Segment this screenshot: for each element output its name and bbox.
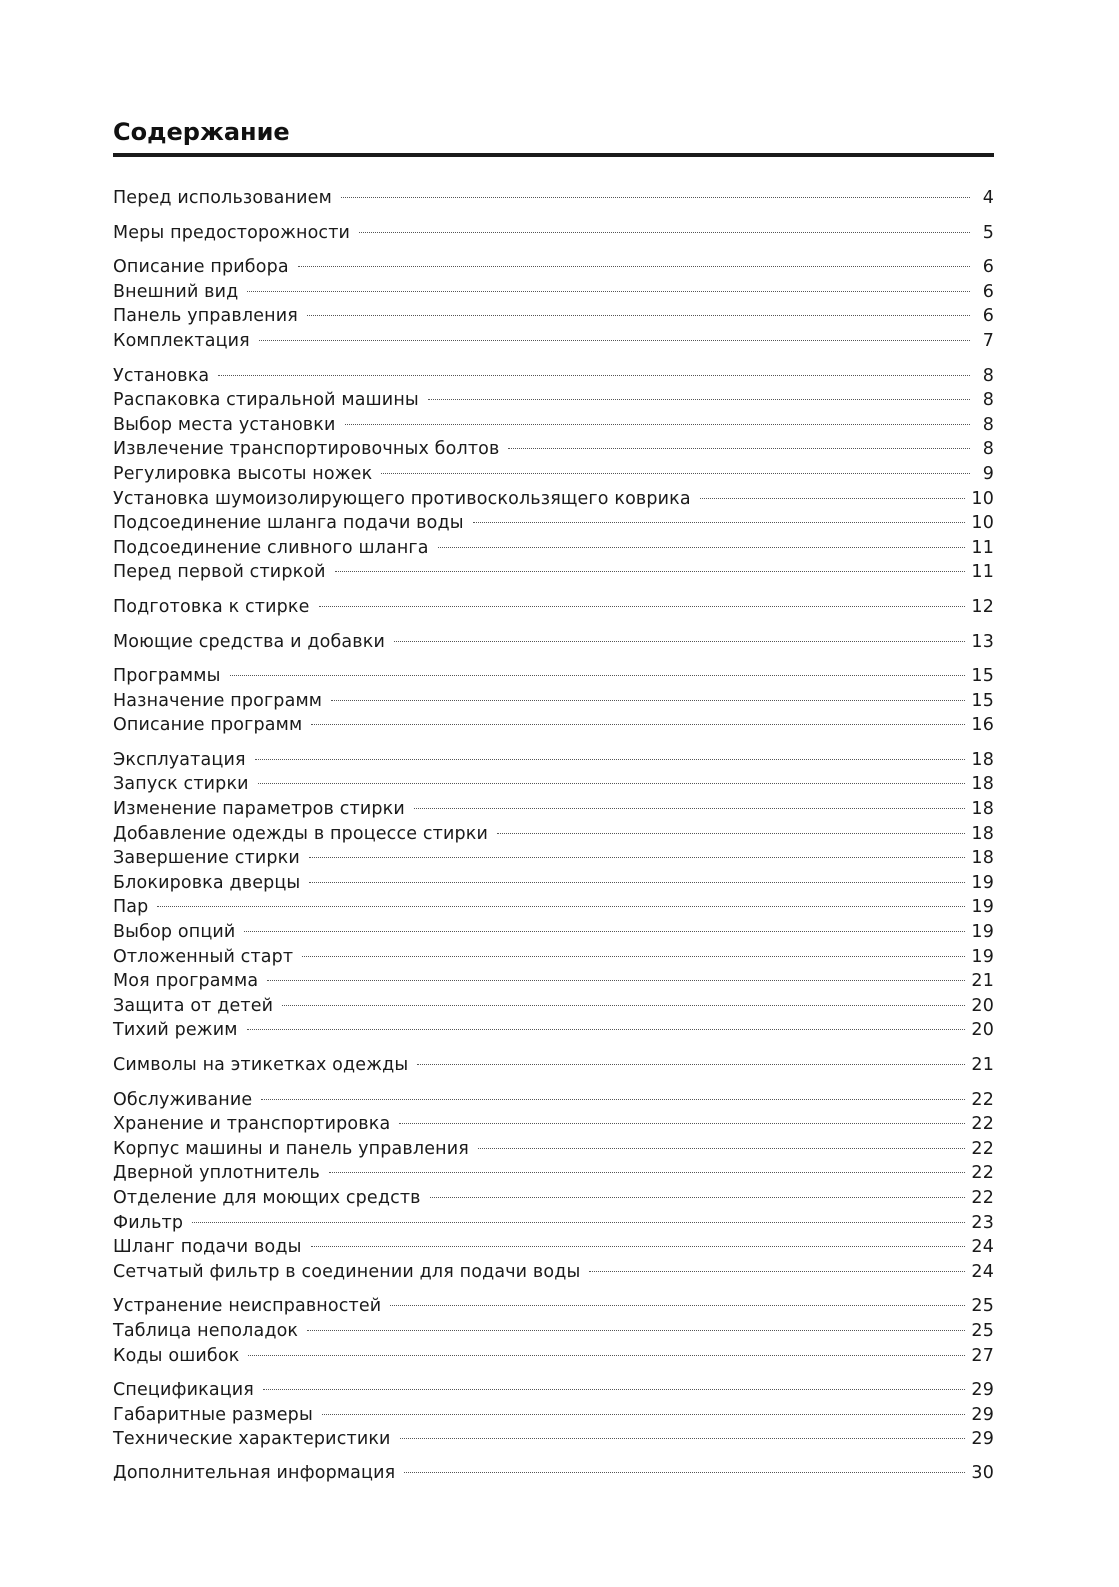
toc-entry-label: Дверной уплотнитель xyxy=(113,1163,320,1184)
toc-section xyxy=(113,748,994,1043)
toc-entry-page-number: 22 xyxy=(971,1163,994,1184)
toc-entry-page-number: 22 xyxy=(971,1187,994,1208)
toc-entry-page-number: 8 xyxy=(982,390,994,411)
toc-entry-label: Обслуживание xyxy=(113,1089,253,1110)
toc-entry-label: Назначение программ xyxy=(113,690,323,711)
toc-entry[interactable] xyxy=(113,1112,994,1137)
toc-leader-dots xyxy=(404,1472,965,1473)
toc-leader-dots xyxy=(438,547,966,548)
toc-leader-dots xyxy=(414,808,966,809)
title-divider xyxy=(113,153,994,157)
toc-entry[interactable] xyxy=(113,797,994,822)
toc-leader-dots xyxy=(319,606,966,607)
toc-entry-label: Пар xyxy=(113,897,149,918)
toc-entry-label: Меры предосторожности xyxy=(113,222,351,243)
toc-entry-page-number: 29 xyxy=(971,1429,994,1450)
toc-entry-label: Фильтр xyxy=(113,1212,184,1233)
table-of-contents xyxy=(113,186,994,1484)
toc-entry[interactable] xyxy=(113,713,994,738)
toc-entry-label: Отложенный старт xyxy=(113,946,294,967)
toc-leader-dots xyxy=(259,340,970,341)
toc-leader-dots xyxy=(341,197,970,198)
toc-entry-label: Выбор опций xyxy=(113,922,236,943)
toc-entry-page-number: 15 xyxy=(971,690,994,711)
toc-entry-label: Коды ошибок xyxy=(113,1345,240,1366)
toc-leader-dots xyxy=(192,1222,965,1223)
toc-leader-dots xyxy=(390,1305,965,1306)
toc-entry-label: Шланг подачи воды xyxy=(113,1237,302,1258)
toc-page xyxy=(113,116,994,1494)
toc-entry-label: Перед использованием xyxy=(113,188,332,208)
toc-entry-label: Выбор места установки xyxy=(113,414,336,435)
toc-entry-page-number: 27 xyxy=(971,1345,994,1366)
toc-entry-page-number: 20 xyxy=(971,995,994,1016)
toc-entry[interactable] xyxy=(113,329,994,354)
toc-entry[interactable] xyxy=(113,487,994,512)
toc-section xyxy=(113,1294,994,1368)
toc-entry[interactable] xyxy=(113,822,994,847)
toc-entry-page-number: 18 xyxy=(971,848,994,869)
toc-entry-label: Хранение и транспортировка xyxy=(113,1114,391,1135)
toc-entry[interactable] xyxy=(113,437,994,462)
toc-entry[interactable] xyxy=(113,920,994,945)
toc-leader-dots xyxy=(345,424,970,425)
toc-section xyxy=(113,630,994,655)
toc-entry-label: Сетчатый фильтр в соединении для подачи воды xyxy=(113,1261,581,1282)
toc-leader-dots xyxy=(473,522,966,523)
toc-entry-label: Моющие средства и добавки xyxy=(113,631,386,652)
toc-entry-label: Изменение параметров стирки xyxy=(113,799,405,820)
toc-entry[interactable] xyxy=(113,304,994,329)
toc-leader-dots xyxy=(311,724,965,725)
toc-entry-page-number: 20 xyxy=(971,1020,994,1041)
toc-leader-dots xyxy=(400,1438,966,1439)
toc-entry-label: Отделение для моющих средств xyxy=(113,1187,421,1208)
toc-entry[interactable] xyxy=(113,994,994,1019)
toc-entry-page-number: 18 xyxy=(971,799,994,820)
toc-section xyxy=(113,255,994,353)
toc-leader-dots xyxy=(218,375,970,376)
toc-leader-dots xyxy=(335,571,966,572)
toc-entry-label: Панель управления xyxy=(113,306,298,327)
toc-entry-label: Устранение неисправностей xyxy=(113,1296,382,1317)
toc-leader-dots xyxy=(309,882,965,883)
toc-entry-page-number: 10 xyxy=(971,513,994,534)
toc-entry-page-number: 19 xyxy=(971,897,994,918)
toc-entry-page-number: 7 xyxy=(982,330,994,351)
toc-entry[interactable] xyxy=(113,388,994,413)
toc-entry[interactable] xyxy=(113,1211,994,1236)
toc-leader-dots xyxy=(394,641,965,642)
toc-entry-page-number: 6 xyxy=(982,257,994,278)
toc-leader-dots xyxy=(329,1172,965,1173)
toc-leader-dots xyxy=(248,1355,965,1356)
toc-entry[interactable] xyxy=(113,1260,994,1285)
toc-entry-page-number: 13 xyxy=(971,631,994,652)
toc-section xyxy=(113,664,994,738)
toc-leader-dots xyxy=(255,759,966,760)
toc-section xyxy=(113,221,994,246)
toc-entry-page-number: 5 xyxy=(982,222,994,243)
toc-entry-label: Программы xyxy=(113,666,221,687)
toc-section xyxy=(113,1462,994,1484)
toc-entry-page-number: 4 xyxy=(982,188,994,208)
toc-entry[interactable] xyxy=(113,846,994,871)
toc-entry-label: Регулировка высоты ножек xyxy=(113,463,373,484)
toc-entry[interactable] xyxy=(113,1378,994,1403)
toc-entry-label: Спецификация xyxy=(113,1380,254,1401)
toc-leader-dots xyxy=(247,1029,966,1030)
toc-entry-label: Тихий режим xyxy=(113,1020,238,1041)
toc-entry-page-number: 18 xyxy=(971,749,994,770)
toc-entry[interactable] xyxy=(113,689,994,714)
toc-entry-label: Добавление одежды в процессе стирки xyxy=(113,823,488,844)
toc-entry-page-number: 22 xyxy=(971,1089,994,1110)
toc-entry-page-number: 25 xyxy=(971,1296,994,1317)
toc-leader-dots xyxy=(309,857,966,858)
toc-entry[interactable] xyxy=(113,1137,994,1162)
toc-entry-page-number: 19 xyxy=(971,922,994,943)
toc-entry-label: Дополнительная информация xyxy=(113,1462,396,1483)
toc-entry[interactable] xyxy=(113,364,994,389)
page-title: Содержание xyxy=(113,118,290,146)
toc-leader-dots xyxy=(399,1123,965,1124)
toc-entry[interactable] xyxy=(113,186,994,211)
toc-entry[interactable] xyxy=(113,945,994,970)
toc-entry[interactable] xyxy=(113,511,994,536)
toc-entry[interactable] xyxy=(113,1088,994,1113)
toc-entry[interactable] xyxy=(113,560,994,585)
toc-entry-page-number: 29 xyxy=(971,1404,994,1425)
toc-entry-label: Подсоединение шланга подачи воды xyxy=(113,513,464,534)
toc-entry[interactable] xyxy=(113,1403,994,1428)
toc-entry-label: Таблица неполадок xyxy=(113,1320,299,1341)
toc-leader-dots xyxy=(302,956,965,957)
toc-leader-dots xyxy=(263,1389,965,1390)
toc-entry[interactable] xyxy=(113,1294,994,1319)
toc-entry-page-number: 30 xyxy=(971,1462,994,1483)
toc-entry-page-number: 10 xyxy=(971,488,994,509)
toc-entry[interactable] xyxy=(113,1235,994,1260)
toc-entry-label: Символы на этикетках одежды xyxy=(113,1055,409,1075)
toc-section xyxy=(113,1088,994,1285)
toc-entry-page-number: 6 xyxy=(982,306,994,327)
toc-entry-page-number: 21 xyxy=(971,1055,994,1075)
toc-entry[interactable] xyxy=(113,255,994,280)
toc-leader-dots xyxy=(282,1005,965,1006)
toc-leader-dots xyxy=(307,315,970,316)
toc-entry-label: Установка шумоизолирующего противоскользящего коврика xyxy=(113,488,691,509)
toc-entry[interactable] xyxy=(113,280,994,305)
toc-entry-page-number: 22 xyxy=(971,1114,994,1135)
toc-entry[interactable] xyxy=(113,1018,994,1043)
toc-entry-page-number: 11 xyxy=(971,562,994,583)
toc-entry[interactable] xyxy=(113,871,994,896)
toc-entry[interactable] xyxy=(113,413,994,438)
toc-entry-page-number: 24 xyxy=(971,1237,994,1258)
toc-entry-page-number: 21 xyxy=(971,971,994,992)
toc-section xyxy=(113,1053,994,1078)
toc-entry-label: Запуск стирки xyxy=(113,774,249,795)
toc-leader-dots xyxy=(230,675,966,676)
toc-entry-label: Подготовка к стирке xyxy=(113,596,310,617)
toc-entry-page-number: 19 xyxy=(971,946,994,967)
toc-entry[interactable] xyxy=(113,1319,994,1344)
toc-leader-dots xyxy=(589,1271,965,1272)
toc-entry[interactable] xyxy=(113,595,994,620)
toc-entry-label: Блокировка дверцы xyxy=(113,872,301,893)
toc-leader-dots xyxy=(244,931,965,932)
toc-entry-page-number: 29 xyxy=(971,1380,994,1401)
toc-leader-dots xyxy=(261,1099,965,1100)
toc-entry-label: Подсоединение сливного шланга xyxy=(113,537,429,558)
toc-leader-dots xyxy=(359,232,970,233)
toc-entry[interactable] xyxy=(113,221,994,246)
toc-leader-dots xyxy=(322,1414,966,1415)
toc-leader-dots xyxy=(381,473,970,474)
toc-entry-page-number: 8 xyxy=(982,414,994,435)
toc-section xyxy=(113,186,994,211)
toc-entry-label: Распаковка стиральной машины xyxy=(113,390,419,411)
toc-entry-label: Описание прибора xyxy=(113,257,289,278)
toc-entry-label: Завершение стирки xyxy=(113,848,300,869)
toc-entry-page-number: 15 xyxy=(971,666,994,687)
toc-leader-dots xyxy=(430,1197,966,1198)
toc-entry-page-number: 16 xyxy=(971,715,994,736)
toc-entry-page-number: 23 xyxy=(971,1212,994,1233)
toc-entry[interactable] xyxy=(113,664,994,689)
toc-entry-page-number: 24 xyxy=(971,1261,994,1282)
toc-entry[interactable] xyxy=(113,1186,994,1211)
toc-leader-dots xyxy=(508,448,970,449)
toc-entry-page-number: 18 xyxy=(971,774,994,795)
toc-entry-page-number: 25 xyxy=(971,1320,994,1341)
toc-entry[interactable] xyxy=(113,462,994,487)
toc-entry[interactable] xyxy=(113,1344,994,1369)
toc-entry-label: Моя программа xyxy=(113,971,259,992)
toc-entry-label: Описание программ xyxy=(113,715,303,736)
toc-section xyxy=(113,1378,994,1452)
toc-leader-dots xyxy=(478,1148,966,1149)
toc-entry[interactable] xyxy=(113,1053,994,1078)
toc-entry[interactable] xyxy=(113,1427,994,1452)
toc-entry-page-number: 8 xyxy=(982,439,994,460)
toc-leader-dots xyxy=(331,700,965,701)
toc-entry[interactable] xyxy=(113,536,994,561)
toc-entry-label: Технические характеристики xyxy=(113,1429,391,1450)
toc-entry-page-number: 22 xyxy=(971,1138,994,1159)
toc-section xyxy=(113,364,994,585)
toc-leader-dots xyxy=(307,1330,965,1331)
toc-leader-dots xyxy=(428,399,970,400)
toc-entry-page-number: 19 xyxy=(971,872,994,893)
toc-entry-page-number: 9 xyxy=(982,463,994,484)
toc-entry-label: Защита от детей xyxy=(113,995,274,1016)
toc-leader-dots xyxy=(157,906,965,907)
toc-entry-label: Извлечение транспортировочных болтов xyxy=(113,439,500,460)
toc-leader-dots xyxy=(258,783,966,784)
toc-leader-dots xyxy=(298,266,970,267)
toc-leader-dots xyxy=(497,833,965,834)
toc-entry[interactable] xyxy=(113,772,994,797)
toc-entry-label: Внешний вид xyxy=(113,281,239,302)
toc-leader-dots xyxy=(417,1064,965,1065)
toc-entry[interactable] xyxy=(113,1462,994,1484)
toc-entry-label: Эксплуатация xyxy=(113,749,246,770)
toc-entry[interactable] xyxy=(113,969,994,994)
toc-entry[interactable] xyxy=(113,1161,994,1186)
toc-entry-page-number: 12 xyxy=(971,596,994,617)
toc-entry-page-number: 6 xyxy=(982,281,994,302)
toc-leader-dots xyxy=(311,1246,966,1247)
toc-entry-page-number: 11 xyxy=(971,537,994,558)
toc-entry[interactable] xyxy=(113,748,994,773)
toc-leader-dots xyxy=(700,498,966,499)
toc-entry-page-number: 8 xyxy=(982,365,994,386)
toc-entry[interactable] xyxy=(113,895,994,920)
toc-leader-dots xyxy=(247,291,970,292)
toc-entry-label: Установка xyxy=(113,365,210,386)
toc-entry-label: Габаритные размеры xyxy=(113,1404,313,1425)
toc-entry-page-number: 18 xyxy=(971,823,994,844)
toc-entry-label: Корпус машины и панель управления xyxy=(113,1138,469,1159)
toc-entry-label: Перед первой стиркой xyxy=(113,562,326,583)
toc-leader-dots xyxy=(267,980,965,981)
toc-section xyxy=(113,595,994,620)
toc-entry-label: Комплектация xyxy=(113,330,250,351)
toc-entry[interactable] xyxy=(113,630,994,655)
